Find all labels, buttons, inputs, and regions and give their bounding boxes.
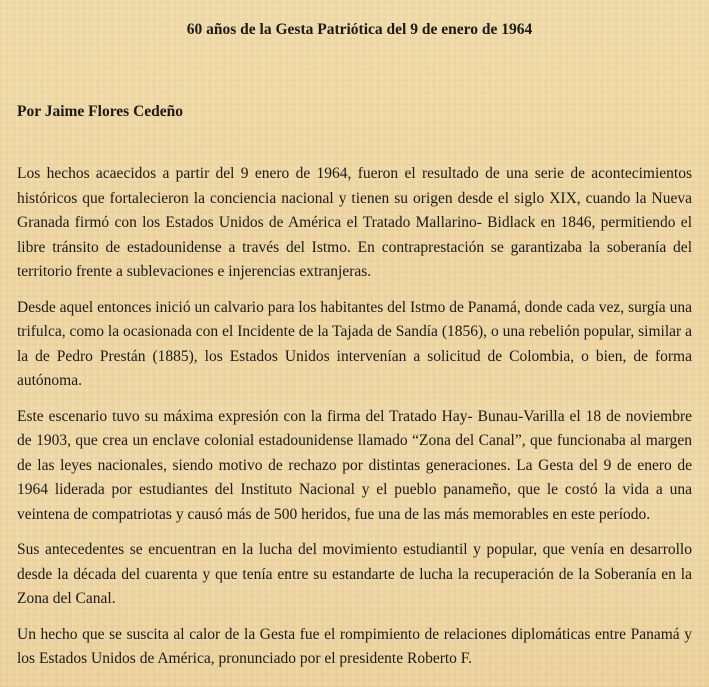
article-byline: Por Jaime Flores Cedeño: [17, 103, 184, 120]
paragraph: Los hechos acaecidos a partir del 9 enero de 1964, fueron el resultado de una serie de acontecimientos históricos que fortalecieron la conciencia nacional y tienen su origen desde el siglo XIX, cuando la Nueva Granada firmó con los Estados Unidos de América el Tratado Mallarino- Bidlack en 1846, permitiendo el libre tránsito de estadounidense a través del Istmo. En contraprestación se garantizaba la soberanía del territorio frente a sublevaciones e injerencias extranjeras.: [17, 165, 692, 280]
article-body: [17, 162, 692, 672]
article: [17, 0, 692, 683]
paragraph: Desde aquel entonces inició un calvario para los habitantes del Istmo de Panamá, donde cada vez, surgía una trifulca, como la ocasionada con el Incidente de la Tajada de Sandía (1856), o una rebelión popular, similar a la de Pedro Prestán (1885), los Estados Unidos intervenían a solicitud de Colombia, o bien, de forma autónoma.: [17, 298, 692, 389]
paragraph: Este escenario tuvo su máxima expresión con la firma del Tratado Hay- Bunau-Varilla el 18 de noviembre de 1903, que crea un enclave colonial estadounidense llamado “Zona del Canal”, que funcionaba al margen de las leyes nacionales, siendo motivo de rechazo por distintas generaciones. La Gesta del 9 de enero de 1964 liderada por estudiantes del Instituto Nacional y el pueblo panameño, que le costó la vida a una veintena de compatriotas y causó más de 500 heridos, fue una de las más memorables en este período.: [17, 407, 692, 523]
paragraph: Sus antecedentes se encuentran en la lucha del movimiento estudiantil y popular, que venía en desarrollo desde la década del cuarenta y que tenía entre su estandarte de lucha la recuperación de la Soberanía en la Zona del Canal.: [17, 541, 692, 607]
article-title: 60 años de la Gesta Patriótica del 9 de enero de 1964: [186, 21, 533, 38]
paragraph: Un hecho que se suscita al calor de la Gesta fue el rompimiento de relaciones diplomáticas entre Panamá y los Estados Unidos de América, pronunciado por el presidente Roberto F.: [17, 625, 692, 667]
